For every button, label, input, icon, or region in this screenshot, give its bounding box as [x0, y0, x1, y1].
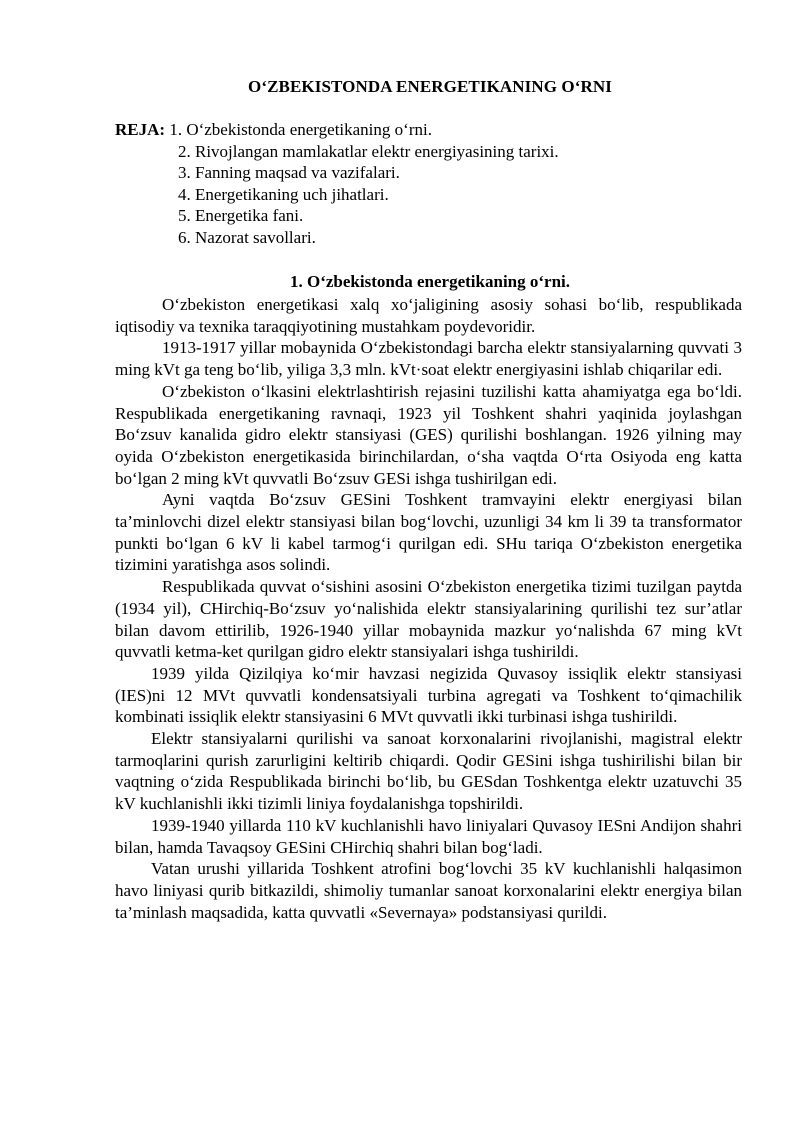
- document-title: O‘ZBEKISTONDA ENERGETIKANING O‘RNI: [248, 77, 612, 96]
- paragraph: Respublikada quvvat o‘sishini asosini O‘zbekiston energetika tizimi tuzilgan paytda (1934 yil), CHirchiq-Bo‘zsuv yo‘nalishida elektr stansiyalarining qurilishi tez sur’atlar bilan davom ettirilib, 1926-1940 yillar mobaynida mazkur yo‘nalishda 67 ming kVt quvvatli ketma-ket qurilgan gidro elektr stansiyalari ishga tushirildi.: [115, 577, 742, 662]
- plan-item-2: 2. Rivojlangan mamlakatlar elektr energiyasining tarixi.: [178, 141, 559, 161]
- paragraph: 1939-1940 yillarda 110 kV kuchlanishli havo liniyalari Quvasoy IESni Andijon shahri bilan, hamda Tavaqsoy GESini CHirchiq shahri bilan bog‘ladi.: [115, 815, 742, 857]
- paragraph: Ayni vaqtda Bo‘zsuv GESini Toshkent tramvayini elektr energiyasi bilan ta’minlovchi dizel elektr stansiyasi bilan bog‘lovchi, uzunligi 34 km li 39 ta transformator punkti bo‘lgan 6 kV li kabel tarmog‘i qurilgan edi. SHu tariqa O‘zbekiston energetika tizimini yaratishga asos solindi.: [115, 490, 742, 575]
- paragraph: O‘zbekiston energetikasi xalq xo‘jaligining asosiy sohasi bo‘lib, respublikada iqtisodiy va texnika taraqqiyotining mustahkam poydevoridir.: [115, 295, 742, 336]
- paragraph: O‘zbekiston o‘lkasini elektrlashtirish rejasini tuzilishi katta ahamiyatga ega bo‘ldi. Respublikada energetikaning ravnaqi, 1923 yil Toshkent shahri yaqinida joylashgan Bo‘zsuv kanalida gidro elektr stansiyasi (GES) qurilishi boshlangan. 1926 yilning may oyida O‘zbekiston energetikasida birinchilardan, o‘sha vaqtda O‘rta Osiyoda eng katta bo‘lgan 2 ming kVt quvvatli Bo‘zsuv GESi ishga tushirilgan edi.: [115, 381, 742, 488]
- plan-item-3: 3. Fanning maqsad va vazifalari.: [178, 163, 400, 183]
- plan-item-text: 1. O‘zbekistonda energetikaning o‘rni.: [169, 120, 432, 139]
- plan-item-4: 4. Energetikaning uch jihatlari.: [178, 184, 389, 204]
- paragraph: Vatan urushi yillarida Toshkent atrofini bog‘lovchi 35 kV kuchlanishli halqasimon havo liniyasi qurib bitkazildi, shimoliy tumanlar sanoat korxonalarini elektr energiya bilan ta’minlash maqsadida, katta quvvatli «Severnaya» podstansiyasi qurildi.: [115, 859, 742, 922]
- plan-label: REJA:: [115, 120, 166, 139]
- body-text: [115, 294, 742, 923]
- paragraph: 1913-1917 yillar mobaynida O‘zbekistondagi barcha elektr stansiyalarning quvvati 3 ming kVt ga teng bo‘lib, yiliga 3,3 mln. kVt·soat elektr energiyasini ishlab chiqarilar edi.: [115, 338, 742, 380]
- paragraph: 1939 yilda Qizilqiya ko‘mir havzasi negizida Quvasoy issiqlik elektr stansiyasi (IES)ni 12 MVt quvvatli kondensatsiyali turbina agregati va Toshkent to‘qimachilik kombinati issiqlik elektr stansiyasini 6 MVt quvvatli ikki turbinasi ishga tushirildi.: [115, 663, 742, 727]
- plan-item-1: [115, 119, 755, 141]
- paragraph: Elektr stansiyalarni qurilishi va sanoat korxonalarini rivojlanishi, magistral elektr tarmoqlarini qurish zarurligini keltirib chiqardi. Qodir GESini ishga tushirilishi bilan bir vaqtning o‘zida Respublikada birinchi bo‘lib, bu GESdan Toshkentga elektr uzatuvchi 35 kV kuchlanishli ikki tizimli liniya foydalanishga topshirildi.: [115, 729, 742, 814]
- plan-item-5: 5. Energetika fani.: [178, 206, 304, 226]
- plan-item-6: 6. Nazorat savollari.: [178, 227, 316, 247]
- section-heading: 1. O‘zbekistonda energetikaning o‘rni.: [289, 272, 571, 291]
- plan-list: [115, 119, 755, 249]
